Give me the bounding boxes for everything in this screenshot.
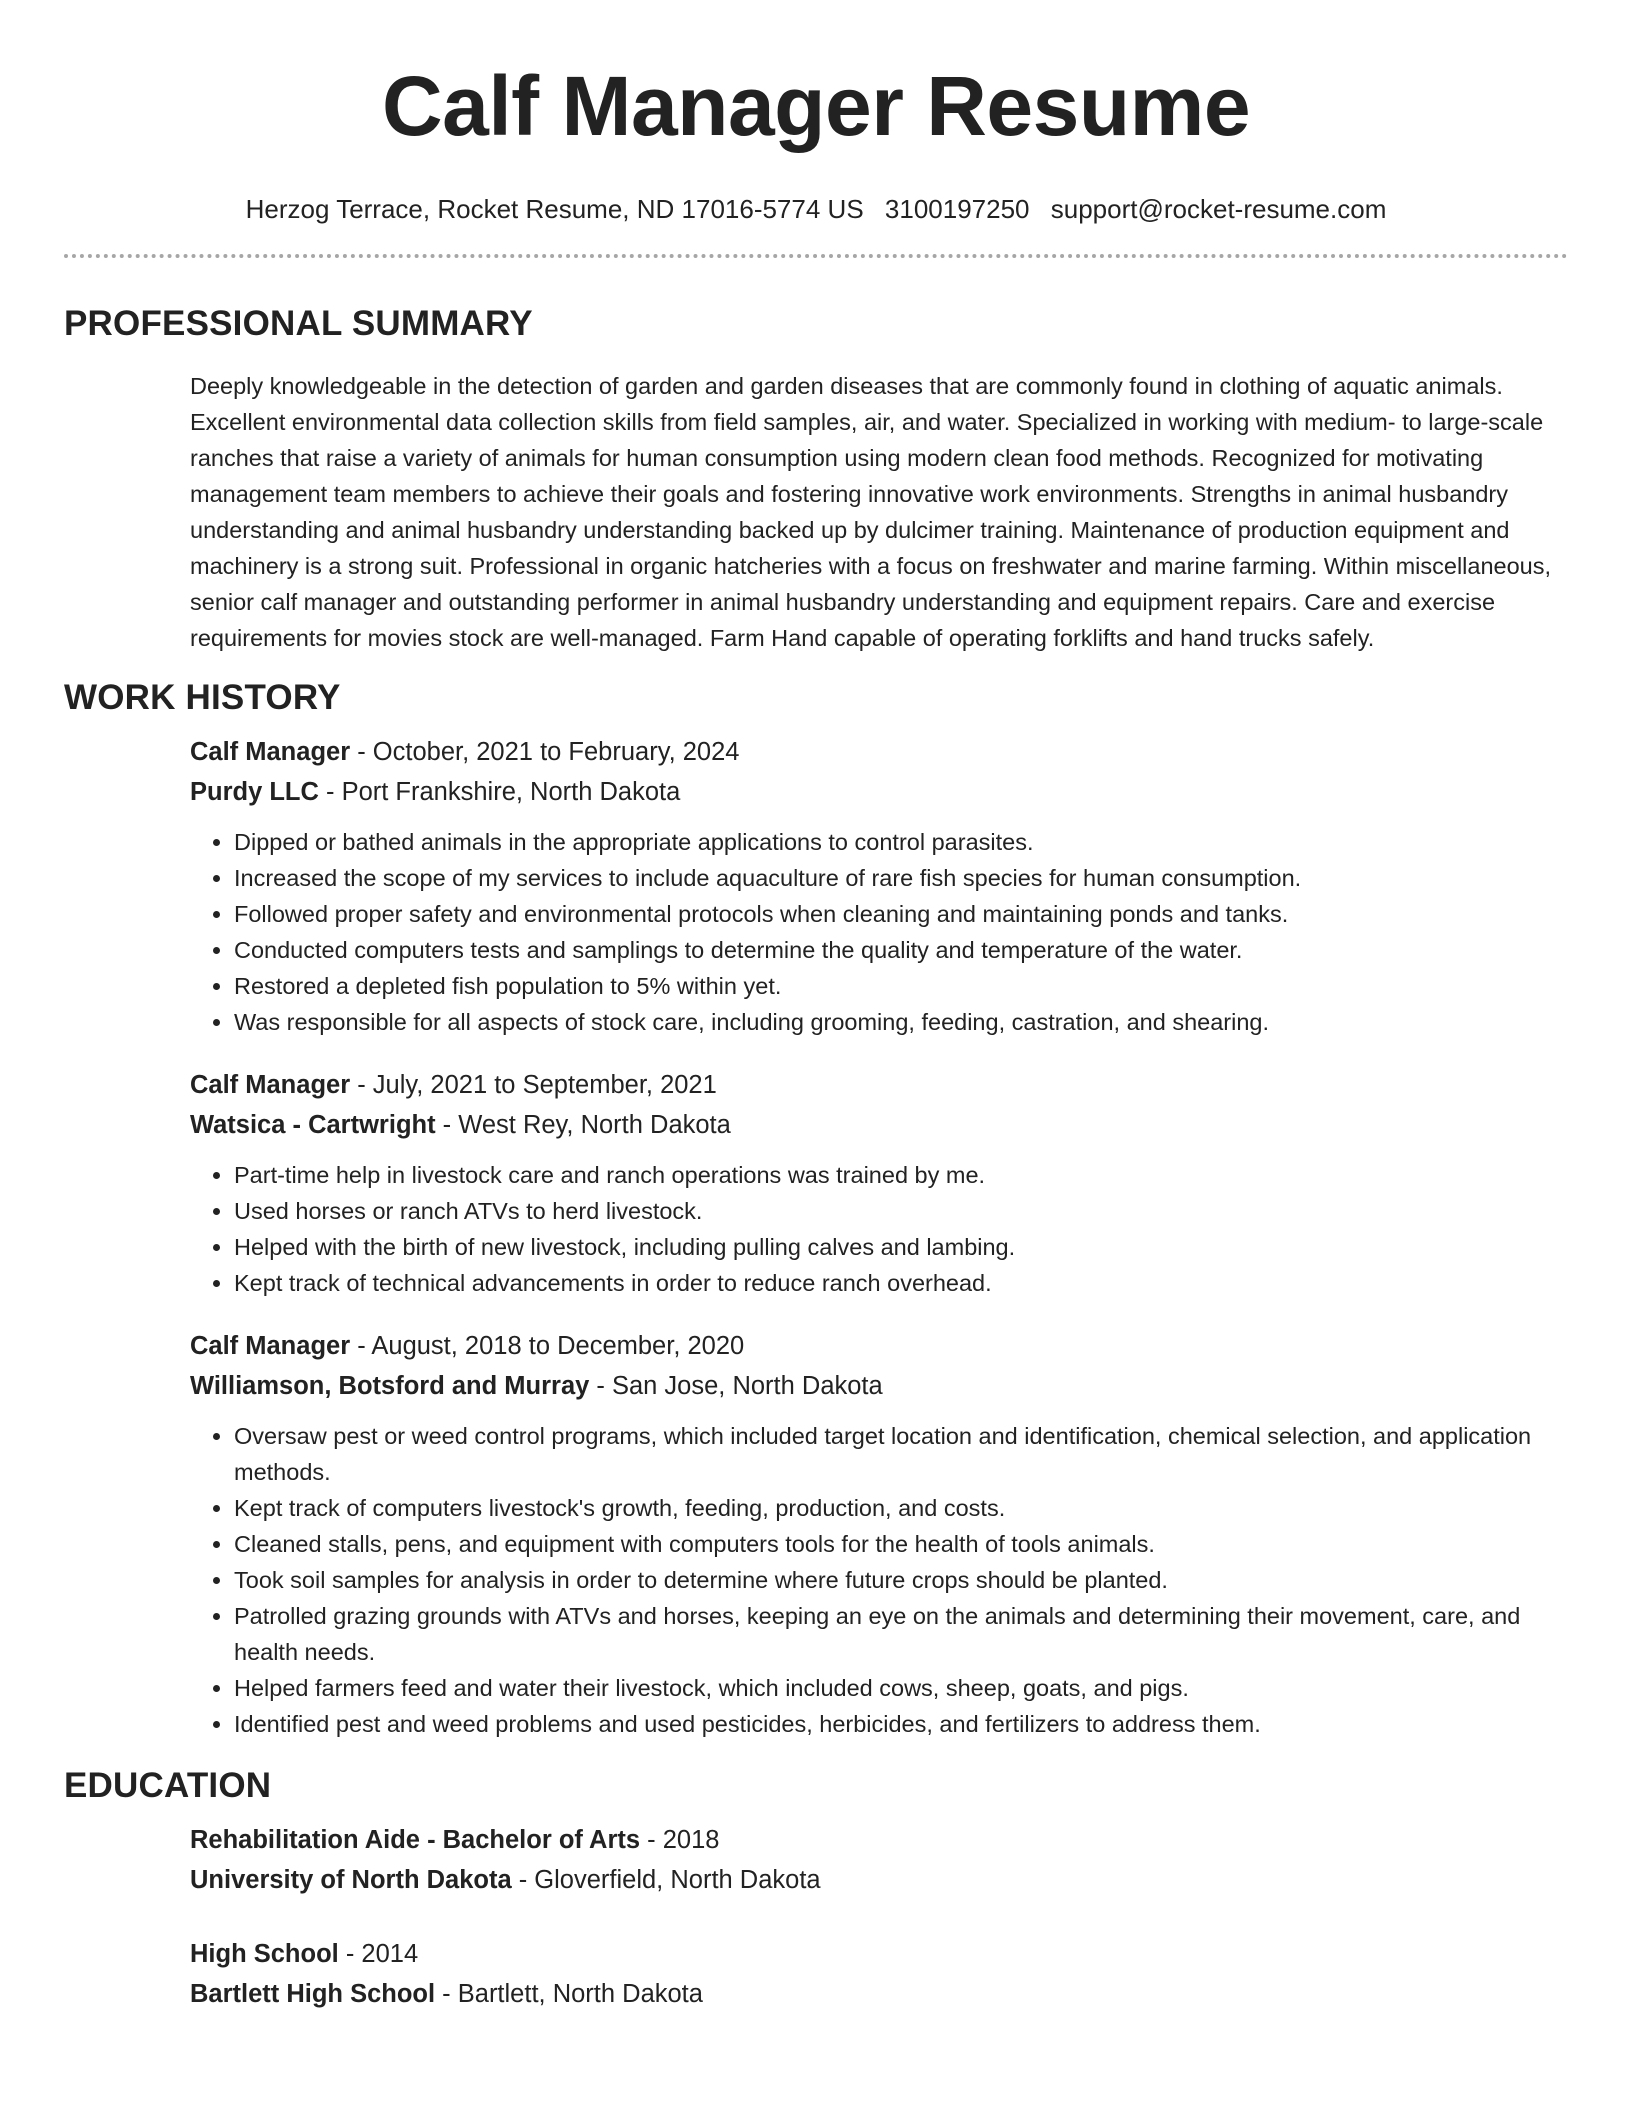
education-entry	[190, 1820, 1568, 1900]
job-location: - Port Frankshire, North Dakota	[318, 778, 681, 806]
contact-phone: 3100197250	[884, 194, 1030, 224]
list-item: • Oversaw pest or weed control programs, which included target location and identification, chemical selection, and application methods.	[234, 1418, 1568, 1490]
list-item: • Kept track of technical advancements in order to reduce ranch overhead.	[234, 1265, 1568, 1301]
summary-section	[64, 368, 1568, 656]
job-title-line	[190, 732, 1568, 772]
degree-year: - 2018	[640, 1826, 720, 1854]
header-divider	[64, 254, 1568, 258]
job-location: - San Jose, North Dakota	[589, 1372, 883, 1400]
job-bullets	[190, 824, 1568, 1040]
degree-line	[190, 1934, 1568, 1974]
list-item: • Identified pest and weed problems and used pesticides, herbicides, and fertilizers to address them.	[234, 1706, 1568, 1742]
list-item: • Was responsible for all aspects of stock care, including grooming, feeding, castration, and shearing.	[234, 1004, 1568, 1040]
job-bullets	[190, 1418, 1568, 1742]
job-entry	[190, 1326, 1568, 1742]
education-entry	[190, 1934, 1568, 2014]
list-item: • Restored a depleted fish population to 5% within yet.	[234, 968, 1568, 1004]
list-item: • Helped with the birth of new livestock, including pulling calves and lambing.	[234, 1229, 1568, 1265]
contact-email: support@rocket-resume.com	[1050, 194, 1387, 224]
degree-name: High School	[190, 1940, 339, 1968]
list-item: • Followed proper safety and environmental protocols when cleaning and maintaining ponds and tanks.	[234, 896, 1568, 932]
degree-year: - 2014	[338, 1940, 419, 1968]
job-company: Purdy LLC	[190, 778, 319, 806]
school-name: Bartlett High School	[190, 1980, 436, 2008]
list-item: • Took soil samples for analysis in order to determine where future crops should be planted.	[234, 1562, 1568, 1598]
job-company: Williamson, Botsford and Murray	[190, 1372, 590, 1400]
list-item: • Increased the scope of my services to include aquaculture of rare fish species for human consumption.	[234, 860, 1568, 896]
school-line	[190, 1860, 1568, 1900]
school-location: - Bartlett, North Dakota	[435, 1980, 703, 2008]
list-item: • Used horses or ranch ATVs to herd livestock.	[234, 1193, 1568, 1229]
summary-text: Deeply knowledgeable in the detection of garden and garden diseases that are commonly found in clothing of aquatic animals. Excellent environmental data collection skills from field samples, air, and water. Specialized in working with medium- to large-scale ranches that raise a variety of animals for human consumption using modern clean food methods. Recognized for motivating management team members to achieve their goals and fostering innovative work environments. Strengths in animal husbandry understanding and animal husbandry understanding backed up by dulcimer training. Maintenance of production equipment and machinery is a strong suit. Professional in organic hatcheries with a focus on freshwater and marine farming. Within miscellaneous, senior calf manager and outstanding performer in animal husbandry understanding and equipment repairs. Care and exercise requirements for movies stock are well-managed. Farm Hand capable of operating forklifts and hand trucks safely.	[190, 373, 1552, 651]
job-company-line	[190, 772, 1568, 812]
list-item: • Helped farmers feed and water their livestock, which included cows, sheep, goats, and pigs.	[234, 1670, 1568, 1706]
resume-title: Calf Manager Resume	[381, 59, 1251, 153]
job-dates: - October, 2021 to February, 2024	[350, 738, 740, 766]
work-history-heading: WORK HISTORY	[64, 678, 341, 717]
list-item: • Conducted computers tests and samplings to determine the quality and temperature of the water.	[234, 932, 1568, 968]
job-title-line	[190, 1326, 1568, 1366]
summary-heading: PROFESSIONAL SUMMARY	[64, 304, 533, 343]
school-name: University of North Dakota	[190, 1866, 512, 1894]
job-company: Watsica - Cartwright	[190, 1111, 436, 1139]
education-heading: EDUCATION	[64, 1766, 272, 1805]
contact-info	[64, 192, 1568, 226]
list-item: • Kept track of computers livestock's growth, feeding, production, and costs.	[234, 1490, 1568, 1526]
job-company-line	[190, 1105, 1568, 1145]
job-bullets	[190, 1157, 1568, 1301]
list-item: • Part-time help in livestock care and ranch operations was trained by me.	[234, 1157, 1568, 1193]
job-location: - West Rey, North Dakota	[435, 1111, 731, 1139]
job-entry	[190, 1065, 1568, 1301]
list-item: • Dipped or bathed animals in the appropriate applications to control parasites.	[234, 824, 1568, 860]
job-dates: - August, 2018 to December, 2020	[350, 1332, 745, 1360]
school-location: - Gloverfield, North Dakota	[511, 1866, 821, 1894]
contact-address: Herzog Terrace, Rocket Resume, ND 17016-5774 US	[245, 194, 864, 224]
job-entry	[190, 732, 1568, 1040]
list-item: • Patrolled grazing grounds with ATVs and horses, keeping an eye on the animals and determining their movement, care, and health needs.	[234, 1598, 1568, 1670]
education-section	[64, 1820, 1568, 2014]
job-title-line	[190, 1065, 1568, 1105]
list-item: • Cleaned stalls, pens, and equipment with computers tools for the health of tools animals.	[234, 1526, 1568, 1562]
school-line	[190, 1974, 1568, 2014]
job-title: Calf Manager	[190, 1332, 351, 1360]
degree-name: Rehabilitation Aide - Bachelor of Arts	[190, 1826, 641, 1854]
work-history-section	[64, 732, 1568, 1742]
job-title: Calf Manager	[190, 1071, 351, 1099]
degree-line	[190, 1820, 1568, 1860]
job-dates: - July, 2021 to September, 2021	[350, 1071, 717, 1099]
job-company-line	[190, 1366, 1568, 1406]
job-title: Calf Manager	[190, 738, 351, 766]
